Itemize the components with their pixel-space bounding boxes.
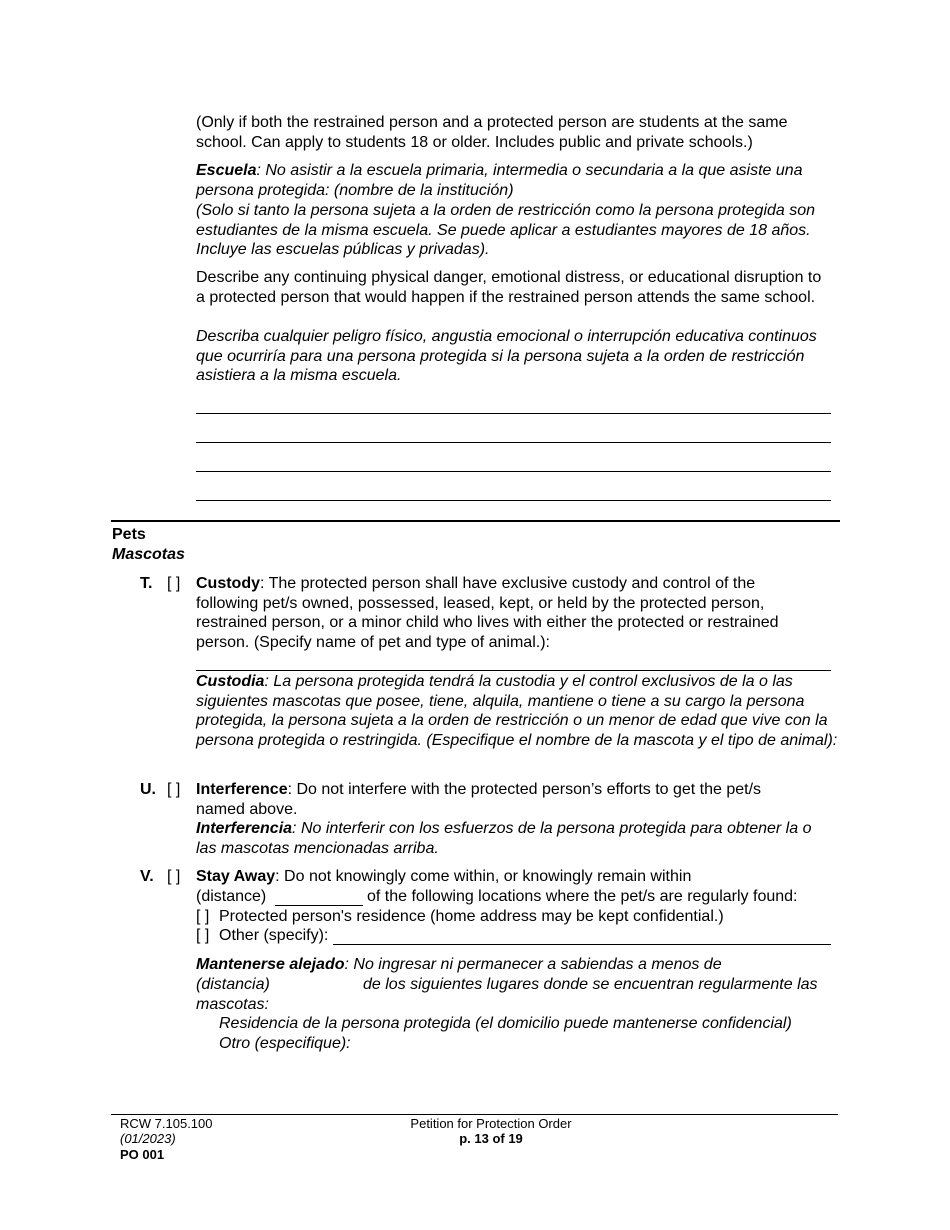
school-note-es: (Solo si tanto la persona sujeta a la orden de restricción como la persona protegida son estudiantes de la misma escuela. Se puede aplicar a estudiantes mayores de 18 años. Incluye las escuelas públicas y privadas). xyxy=(196,202,816,259)
mantenerse-text: : No ingresar ni permanecer a sabiendas a menos de xyxy=(344,956,722,973)
item-t-checkbox[interactable]: [ ] xyxy=(167,575,181,592)
item-u-letter: U. xyxy=(140,781,156,798)
footer-form-number: PO 001 xyxy=(120,1147,165,1162)
option-residence-es: Residencia de la persona protegida (el domicilio puede mantenerse confidencial) xyxy=(219,1015,792,1032)
stay-away-text: : Do not knowingly come within, or knowingly remain within xyxy=(275,868,692,885)
section-divider xyxy=(111,520,840,522)
stay-away-line xyxy=(196,867,691,887)
option-other-checkbox[interactable]: [ ] xyxy=(196,927,210,944)
answer-line-1[interactable] xyxy=(196,413,831,414)
interferencia-label: Interferencia xyxy=(196,820,293,837)
answer-line-4[interactable] xyxy=(196,500,831,501)
option-residence-label: Protected person's residence (home address may be kept confidential.) xyxy=(219,908,724,925)
item-t-letter: T. xyxy=(140,575,153,592)
footer-rcw: RCW 7.105.100 xyxy=(120,1116,213,1131)
escuela-text: : No asistir a la escuela primaria, intermedia o secundaria a la que asiste una persona protegida: (nombre de la institución) xyxy=(196,162,803,199)
interference-paragraph xyxy=(196,780,796,819)
mantenerse-label: Mantenerse alejado xyxy=(196,956,345,973)
custody-text: : The protected person shall have exclusive custody and control of the following pet/s owned, possessed, leased, kept, or held by the protected person, restrained person, or a minor child who lives with either the protected or restrained person. (Specify name of pet and type of animal.): xyxy=(196,575,779,651)
custody-paragraph xyxy=(196,574,816,652)
custodia-text: : La persona protegida tendrá la custodia y el control exclusivos de la o las siguientes mascotas que posee, tiene, alquila, mantiene o tiene a su cargo la persona protegida, la persona sujeta a la orden de restricción o un menor de edad que vive con la persona protegida o restringida. (Especifique el nombre de la mascota y el tipo de animal): xyxy=(196,673,838,749)
custodia-label: Custodia xyxy=(196,673,265,690)
interferencia-text: : No interferir con los esfuerzos de la persona protegida para obtener la o las mascotas mencionadas arriba. xyxy=(196,820,812,857)
option-other-label: Other (specify): xyxy=(219,927,329,944)
mantenerse-line xyxy=(196,955,722,975)
describe-en: Describe any continuing physical danger, emotional distress, or educational disruption to a protected person that would happen if the restrained person attends the same school. xyxy=(196,269,822,306)
footer-page-number: p. 13 of 19 xyxy=(459,1131,523,1146)
stay-away-text-2: of the following locations where the pet/s are regularly found: xyxy=(367,888,798,905)
option-other-es: Otro (especifique): xyxy=(219,1035,351,1052)
escuela-label: Escuela xyxy=(196,162,257,179)
item-u-checkbox[interactable]: [ ] xyxy=(167,781,181,798)
answer-line-3[interactable] xyxy=(196,471,831,472)
escuela-paragraph xyxy=(196,161,836,200)
distance-input-line[interactable] xyxy=(275,905,363,906)
stay-away-label: Stay Away xyxy=(196,868,276,885)
interference-label: Interference xyxy=(196,781,288,798)
interferencia-paragraph xyxy=(196,819,836,858)
option-residence-checkbox[interactable]: [ ] xyxy=(196,908,210,925)
pets-heading: Pets xyxy=(112,526,146,543)
footer-rule xyxy=(111,1114,838,1115)
mantenerse-text-2: de los siguientes lugares donde se encuentran regularmente las mascotas: xyxy=(196,976,818,1013)
item-v-letter: V. xyxy=(140,868,154,885)
describe-es: Describa cualquier peligro físico, angustia emocional o interrupción educativa continuos que ocurriría para una persona protegida si la persona sujeta a la orden de restricción asistiera a la misma escuela. xyxy=(196,328,817,385)
distance-label: (distance) xyxy=(196,888,267,905)
interference-text: : Do not interfere with the protected person’s efforts to get the pet/s named above. xyxy=(196,781,762,818)
custodia-paragraph xyxy=(196,672,841,750)
item-v-checkbox[interactable]: [ ] xyxy=(167,868,181,885)
custody-label: Custody xyxy=(196,575,260,592)
school-note-en: (Only if both the restrained person and a protected person are students at the same school. Can apply to students 18 or older. Includes public and private schools.) xyxy=(196,114,788,151)
pets-heading-es: Mascotas xyxy=(112,546,185,563)
footer-title: Petition for Protection Order xyxy=(410,1116,572,1131)
custody-answer-line[interactable] xyxy=(196,670,831,671)
distancia-label: (distancia) xyxy=(196,976,270,993)
answer-line-2[interactable] xyxy=(196,442,831,443)
other-specify-line[interactable] xyxy=(333,944,831,945)
footer-date: (01/2023) xyxy=(120,1131,176,1146)
